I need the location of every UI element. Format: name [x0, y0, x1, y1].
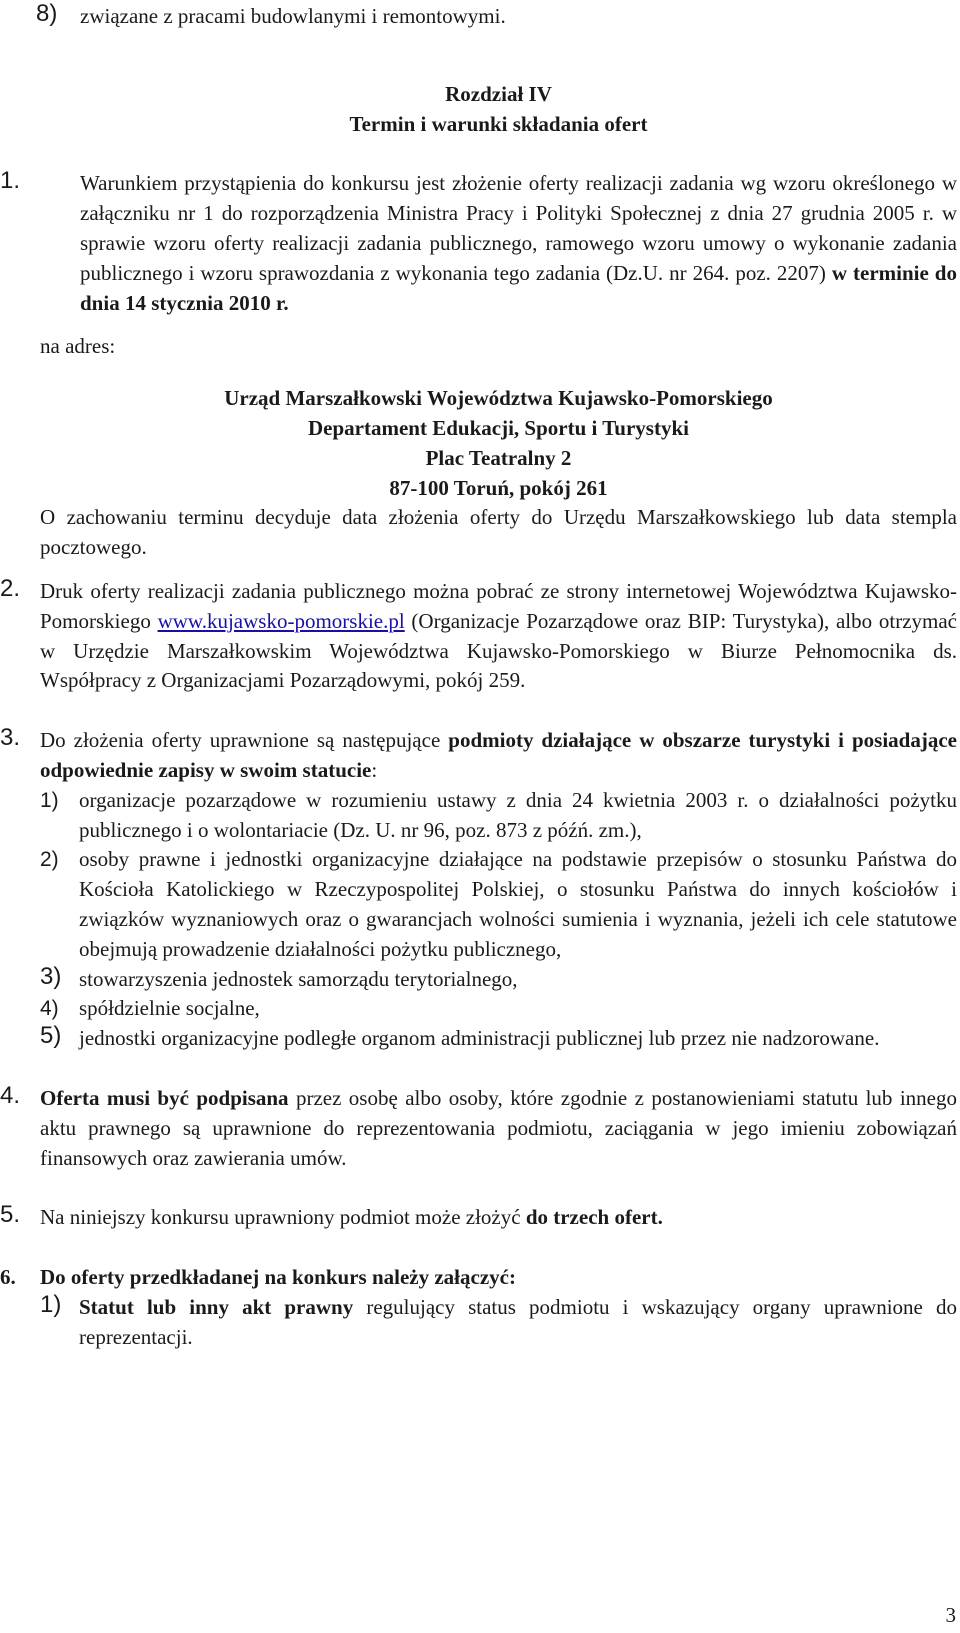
list-number: 8) [36, 0, 58, 27]
offer-limit: do trzech ofert. [525, 1205, 663, 1230]
chapter-title: Rozdział IV [445, 81, 552, 106]
section-3 [0, 724, 957, 786]
section-1-text: Warunkiem przystąpienia do konkursu jest złożenie oferty realizacji zadania wg wzoru określonego w załączniku nr 1 do rozporządzenia Ministra Pracy i Polityki Społecznej z dnia 27 grudnia 2005 r. w sprawie wzoru oferty realizacji zadania publicznego, ramowego wzoru umowy o wykonanie zadania publicznego i wzoru sprawozdania z wykonania tego zadania (Dz.U. nr 264. poz. 2207) [80, 171, 957, 285]
list-text: stowarzyszenia jednostek samorządu terytorialnego, [79, 966, 518, 991]
entity-item-4 [40, 994, 957, 1024]
section-2-text: Druk oferty realizacji zadania publicznego można pobrać ze strony internetowej Województwa Kujawsko-Pomorskiego [40, 578, 957, 633]
deadline-note: O zachowaniu terminu decyduje data złożenia oferty do Urzędu Marszałkowskiego lub data stempla pocztowego. [40, 505, 957, 560]
list-text: regulujący status podmiotu i wskazujący organy uprawnione do reprezentacji. [79, 1294, 957, 1349]
section-number: 5. [0, 1201, 21, 1229]
entity-item-1 [40, 786, 957, 846]
list-text: związane z pracami budowlanymi i remontowymi. [80, 4, 506, 28]
list-text: osoby prawne i jednostki organizacyjne działające na podstawie przepisów o stosunku Państwa do Kościoła Katolickiego w Rzeczypospolitej Polskiej, o stosunku Państwa do innych kościołów i związków wyznaniowych oraz o gwarancjach wolności sumienia i wyznania, jeżeli ich cele statutowe obejmują prowadzenie działalności pożytku publicznego, [79, 847, 957, 961]
page-number: 3 [945, 1603, 956, 1628]
address-line-2: Departament Edukacji, Sportu i Turystyki [308, 415, 689, 440]
signature-requirement: Oferta musi być podpisana [40, 1085, 289, 1110]
list-number: 4) [40, 997, 59, 1021]
chapter-subtitle: Termin i warunki składania ofert [349, 111, 648, 136]
section-number: 4. [0, 1081, 21, 1109]
section-5 [0, 1201, 957, 1233]
attachment-item-1 [40, 1290, 957, 1353]
list-number: 1) [40, 1290, 62, 1318]
list-text: spółdzielnie socjalne, [79, 996, 260, 1021]
entities-bold: podmioty działające w obszarze turystyki i posiadające odpowiednie zapisy w swoim statucie [40, 728, 957, 782]
section-number: 3. [0, 724, 21, 752]
section-4-text: przez osobę albo osoby, które zgodnie z postanowieniami statutu lub innego aktu prawnego są uprawnione do reprezentowania podmiotu, zaciągania w jego imieniu zobowiązań finansowych oraz zawierania umów. [40, 1085, 957, 1170]
section-4 [0, 1081, 957, 1173]
address-line-1: Urząd Marszałkowski Województwa Kujawsko-Pomorskiego [224, 386, 773, 411]
statute-bold: Statut lub inny akt prawny [79, 1294, 354, 1319]
colon: : [371, 757, 378, 782]
entity-item-2 [40, 845, 957, 964]
list-number: 5) [40, 1022, 62, 1050]
list-text: organizacje pozarządowe w rozumieniu ustawy z dnia 24 kwietnia 2003 r. o działalności pożytku publicznego i o wolontariacie (Dz. U. nr 96, poz. 873 z późń. zm.), [79, 787, 957, 842]
list-item-8 [36, 2, 957, 32]
entity-item-3 [40, 962, 957, 995]
list-number: 3) [40, 962, 62, 990]
section-1 [0, 167, 957, 318]
section-number: 1. [0, 167, 21, 195]
section-5-text: Na niniejszy konkursu uprawniony podmiot może złożyć [40, 1205, 526, 1230]
section-6 [0, 1263, 957, 1293]
entity-item-5 [40, 1024, 957, 1054]
address-label: na adres: [40, 334, 116, 359]
list-number: 2) [40, 848, 59, 872]
address-line-4: 87-100 Toruń, pokój 261 [389, 475, 608, 500]
list-number: 1) [40, 788, 59, 812]
deadline: w terminie do dnia 14 stycznia 2010 r. [80, 260, 957, 315]
website-link[interactable]: www.kujawsko-pomorskie.pl [157, 608, 405, 633]
attachments-heading: Do oferty przedkładanej na konkurs należy załączyć: [40, 1265, 516, 1290]
section-number: 2. [0, 574, 21, 602]
section-number: 6. [0, 1265, 16, 1290]
section-2-text-after: (Organizacje Pozarządowe oraz BIP: Turystyka), albo otrzymać w Urzędzie Marszałkowskim Województwa Kujawsko-Pomorskiego w Biurze Pełnomocnika ds. Współpracy z Organizacjami Pozarządowymi, pokój 259. [40, 608, 957, 693]
section-3-text: Do złożenia oferty uprawnione są następujące [40, 728, 449, 753]
section-2 [0, 574, 957, 696]
address-line-3: Plac Teatralny 2 [425, 445, 572, 470]
list-text: jednostki organizacyjne podległe organom administracji publicznej lub przez nie nadzorowane. [79, 1026, 880, 1051]
